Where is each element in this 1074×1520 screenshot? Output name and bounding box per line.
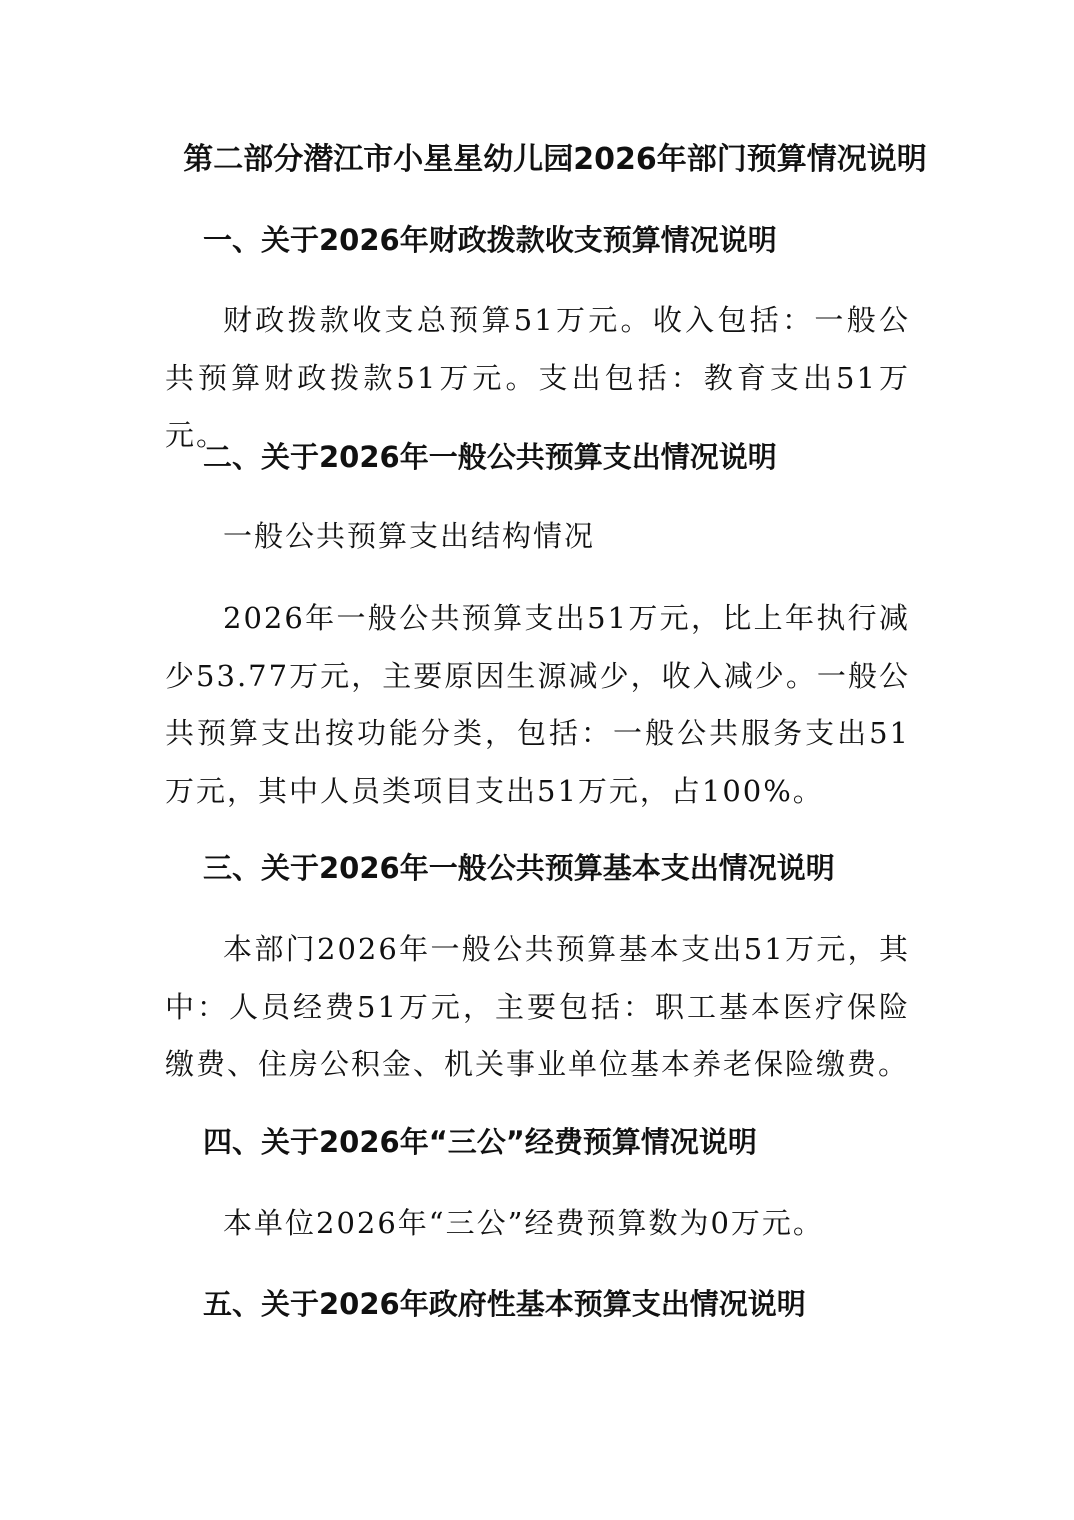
section-heading-2: 二、关于2026年一般公共预算支出情况说明 (203, 440, 777, 474)
section-heading-4: 四、关于2026年“三公”经费预算情况说明 (203, 1125, 757, 1159)
section-heading-5: 五、关于2026年政府性基本预算支出情况说明 (203, 1287, 806, 1321)
section-heading-1: 一、关于2026年财政拨款收支预算情况说明 (203, 223, 777, 257)
section-1-paragraph-1: 财政拨款收支总预算51万元。收入包括：一般公共预算财政拨款51万元。支出包括：教育支出51万元。 (165, 303, 910, 452)
document-title: 第二部分潜江市小星星幼儿园2026年部门预算情况说明 (183, 142, 927, 177)
section-heading-3: 三、关于2026年一般公共预算基本支出情况说明 (203, 851, 835, 885)
section-2-paragraph-2: 2026年一般公共预算支出51万元，比上年执行减少53.77万元，主要原因生源减少，收入减少。一般公共预算支出按功能分类，包括：一般公共服务支出51万元，其中人员类项目支出51万元，占100%。 (165, 601, 910, 808)
section-4-paragraph-1: 本单位2026年“三公”经费预算数为0万元。 (223, 1206, 824, 1240)
section-2-paragraph-1: 一般公共预算支出结构情况 (223, 519, 596, 553)
section-3-paragraph-1: 本部门2026年一般公共预算基本支出51万元，其中：人员经费51万元，主要包括：职工基本医疗保险缴费、住房公积金、机关事业单位基本养老保险缴费。 (165, 932, 910, 1081)
